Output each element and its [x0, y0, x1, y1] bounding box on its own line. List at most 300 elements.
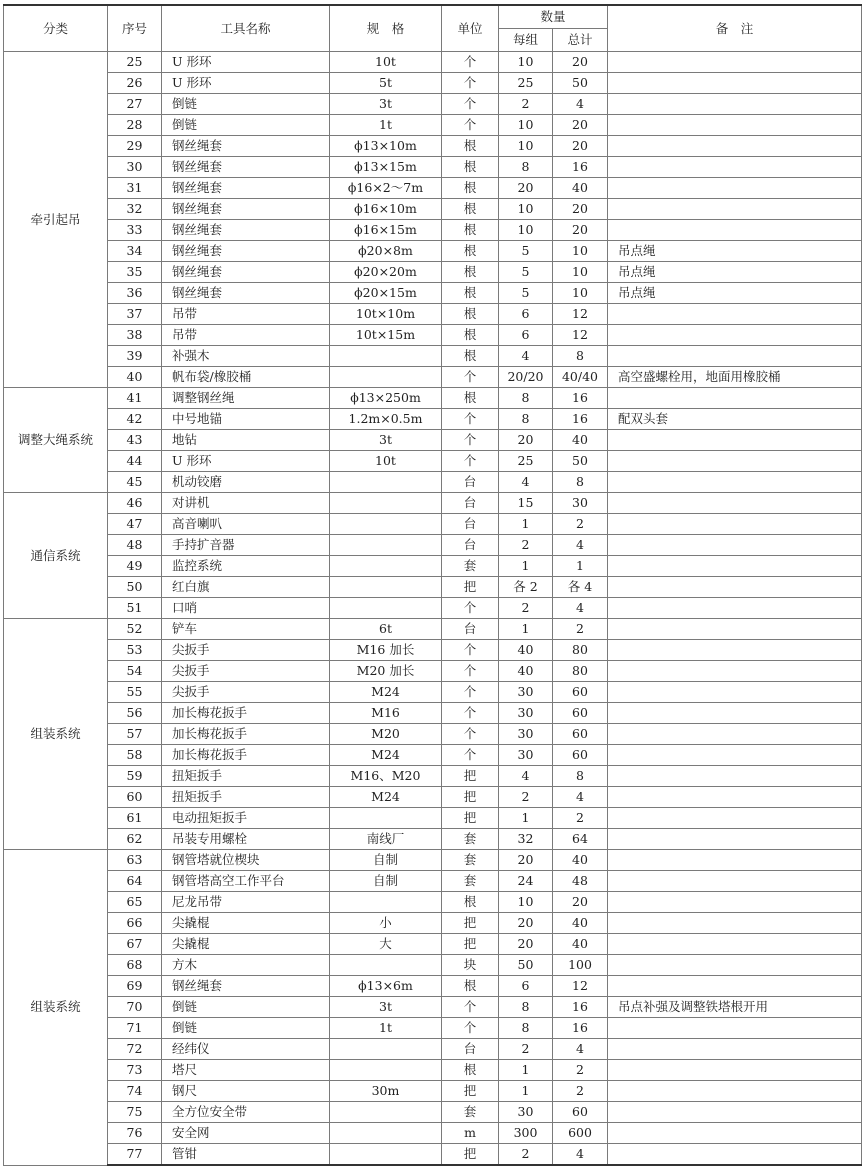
row-per-group: 10	[499, 199, 553, 220]
row-total: 8	[553, 346, 608, 367]
row-no: 59	[108, 766, 162, 787]
row-per-group: 30	[499, 682, 553, 703]
row-name: 对讲机	[162, 493, 330, 514]
row-name: 机动铰磨	[162, 472, 330, 493]
row-remark	[608, 661, 862, 682]
row-unit: 台	[442, 514, 499, 535]
table-row	[4, 1081, 862, 1102]
row-remark: 吊点绳	[608, 283, 862, 304]
row-name: 钢丝绳套	[162, 199, 330, 220]
row-no: 61	[108, 808, 162, 829]
row-no: 32	[108, 199, 162, 220]
row-per-group: 1	[499, 556, 553, 577]
row-unit: 根	[442, 178, 499, 199]
row-name: 倒链	[162, 94, 330, 115]
row-no: 44	[108, 451, 162, 472]
row-remark	[608, 220, 862, 241]
row-remark	[608, 115, 862, 136]
table-row	[4, 955, 862, 976]
row-name: 钢管塔高空工作平台	[162, 871, 330, 892]
table-row	[4, 766, 862, 787]
row-unit: 个	[442, 997, 499, 1018]
table-row	[4, 850, 862, 871]
row-remark	[608, 808, 862, 829]
row-per-group: 25	[499, 73, 553, 94]
row-per-group: 4	[499, 346, 553, 367]
row-no: 46	[108, 493, 162, 514]
row-remark	[608, 850, 862, 871]
row-per-group: 1	[499, 619, 553, 640]
row-remark	[608, 1018, 862, 1039]
category-cell: 通信系统	[4, 493, 108, 619]
row-unit: 根	[442, 136, 499, 157]
row-spec: ϕ13×6m	[330, 976, 442, 997]
row-per-group: 8	[499, 997, 553, 1018]
row-unit: 个	[442, 409, 499, 430]
table-row	[4, 787, 862, 808]
category-cell: 调整大绳系统	[4, 388, 108, 493]
row-no: 57	[108, 724, 162, 745]
row-spec: M24	[330, 682, 442, 703]
table-row	[4, 451, 862, 472]
row-total: 40	[553, 934, 608, 955]
row-total: 16	[553, 388, 608, 409]
row-spec: M20 加长	[330, 661, 442, 682]
row-name: 钢丝绳套	[162, 283, 330, 304]
table-row	[4, 871, 862, 892]
row-unit: 套	[442, 556, 499, 577]
row-spec: ϕ20×20m	[330, 262, 442, 283]
row-per-group: 32	[499, 829, 553, 850]
row-unit: m	[442, 1123, 499, 1144]
row-unit: 套	[442, 850, 499, 871]
row-unit: 个	[442, 1018, 499, 1039]
row-per-group: 30	[499, 1102, 553, 1123]
row-remark	[608, 640, 862, 661]
row-remark	[608, 388, 862, 409]
row-total: 各 4	[553, 577, 608, 598]
row-name: 红白旗	[162, 577, 330, 598]
row-spec: 大	[330, 934, 442, 955]
row-unit: 块	[442, 955, 499, 976]
row-remark	[608, 1039, 862, 1060]
row-spec: M16 加长	[330, 640, 442, 661]
row-no: 63	[108, 850, 162, 871]
row-name: 钢尺	[162, 1081, 330, 1102]
row-total: 60	[553, 1102, 608, 1123]
row-per-group: 300	[499, 1123, 553, 1144]
category-cell: 牵引起吊	[4, 52, 108, 388]
header-per-group: 每组	[499, 29, 553, 52]
row-no: 40	[108, 367, 162, 388]
row-remark	[608, 871, 862, 892]
row-total: 4	[553, 1144, 608, 1166]
table-row	[4, 997, 862, 1018]
table-row	[4, 241, 862, 262]
row-total: 8	[553, 766, 608, 787]
row-per-group: 5	[499, 241, 553, 262]
row-spec: 3t	[330, 94, 442, 115]
row-name: U 形环	[162, 451, 330, 472]
row-per-group: 2	[499, 1144, 553, 1166]
row-per-group: 2	[499, 1039, 553, 1060]
row-per-group: 1	[499, 808, 553, 829]
row-unit: 根	[442, 388, 499, 409]
row-name: 高音喇叭	[162, 514, 330, 535]
row-no: 62	[108, 829, 162, 850]
row-total: 10	[553, 241, 608, 262]
row-remark	[608, 682, 862, 703]
row-no: 55	[108, 682, 162, 703]
row-name: 管钳	[162, 1144, 330, 1166]
row-unit: 个	[442, 703, 499, 724]
row-remark	[608, 178, 862, 199]
row-spec: 30m	[330, 1081, 442, 1102]
row-no: 76	[108, 1123, 162, 1144]
row-total: 2	[553, 619, 608, 640]
row-spec: M16、M20	[330, 766, 442, 787]
row-no: 68	[108, 955, 162, 976]
row-total: 60	[553, 703, 608, 724]
row-total: 4	[553, 535, 608, 556]
row-total: 20	[553, 220, 608, 241]
row-name: 扭矩扳手	[162, 766, 330, 787]
row-name: 监控系统	[162, 556, 330, 577]
row-name: 加长梅花扳手	[162, 745, 330, 766]
table-row	[4, 493, 862, 514]
row-no: 42	[108, 409, 162, 430]
row-per-group: 8	[499, 157, 553, 178]
row-name: 尖撬棍	[162, 934, 330, 955]
row-unit: 根	[442, 976, 499, 997]
row-no: 69	[108, 976, 162, 997]
row-no: 49	[108, 556, 162, 577]
row-spec: M24	[330, 745, 442, 766]
row-unit: 台	[442, 472, 499, 493]
row-name: 钢丝绳套	[162, 220, 330, 241]
row-remark	[608, 325, 862, 346]
row-unit: 把	[442, 913, 499, 934]
table-row	[4, 94, 862, 115]
row-remark	[608, 1102, 862, 1123]
table-row	[4, 73, 862, 94]
table-row	[4, 934, 862, 955]
row-total: 12	[553, 325, 608, 346]
row-remark	[608, 892, 862, 913]
row-total: 50	[553, 451, 608, 472]
table-row	[4, 682, 862, 703]
row-per-group: 15	[499, 493, 553, 514]
row-total: 12	[553, 304, 608, 325]
row-remark: 吊点绳	[608, 241, 862, 262]
row-name: 钢管塔就位楔块	[162, 850, 330, 871]
row-spec	[330, 808, 442, 829]
row-spec: ϕ20×15m	[330, 283, 442, 304]
row-name: U 形环	[162, 52, 330, 73]
table-row	[4, 598, 862, 619]
row-spec: M16	[330, 703, 442, 724]
row-per-group: 2	[499, 535, 553, 556]
table-row	[4, 220, 862, 241]
row-unit: 根	[442, 283, 499, 304]
row-total: 64	[553, 829, 608, 850]
row-name: 帆布袋/橡胶桶	[162, 367, 330, 388]
header-unit: 单位	[442, 5, 499, 52]
row-no: 65	[108, 892, 162, 913]
table-row	[4, 1123, 862, 1144]
row-spec: 小	[330, 913, 442, 934]
row-per-group: 各 2	[499, 577, 553, 598]
header-category: 分类	[4, 5, 108, 52]
row-remark	[608, 766, 862, 787]
row-total: 30	[553, 493, 608, 514]
table-row	[4, 1102, 862, 1123]
row-spec	[330, 1039, 442, 1060]
row-unit: 套	[442, 1102, 499, 1123]
row-spec: 10t×15m	[330, 325, 442, 346]
row-total: 12	[553, 976, 608, 997]
row-name: 钢丝绳套	[162, 178, 330, 199]
row-unit: 根	[442, 262, 499, 283]
header-spec: 规 格	[330, 5, 442, 52]
row-remark	[608, 577, 862, 598]
row-per-group: 10	[499, 115, 553, 136]
row-total: 2	[553, 1081, 608, 1102]
category-cell: 组装系统	[4, 850, 108, 1166]
table-row	[4, 346, 862, 367]
row-total: 40	[553, 178, 608, 199]
row-no: 71	[108, 1018, 162, 1039]
row-name: 尖扳手	[162, 661, 330, 682]
row-per-group: 2	[499, 787, 553, 808]
row-unit: 把	[442, 1081, 499, 1102]
tools-table-container	[3, 4, 862, 1166]
row-spec: 1t	[330, 115, 442, 136]
row-remark	[608, 934, 862, 955]
row-spec	[330, 367, 442, 388]
row-name: 倒链	[162, 115, 330, 136]
table-row	[4, 1060, 862, 1081]
row-spec	[330, 556, 442, 577]
row-total: 20	[553, 199, 608, 220]
header-total: 总计	[553, 29, 608, 52]
row-name: 电动扭矩扳手	[162, 808, 330, 829]
row-total: 40	[553, 850, 608, 871]
row-no: 64	[108, 871, 162, 892]
row-no: 38	[108, 325, 162, 346]
row-remark	[608, 1081, 862, 1102]
row-remark	[608, 619, 862, 640]
row-name: 经纬仪	[162, 1039, 330, 1060]
row-unit: 个	[442, 73, 499, 94]
row-unit: 套	[442, 829, 499, 850]
row-spec	[330, 514, 442, 535]
row-unit: 根	[442, 325, 499, 346]
row-spec: 1.2m×0.5m	[330, 409, 442, 430]
row-no: 45	[108, 472, 162, 493]
row-unit: 把	[442, 1144, 499, 1166]
row-remark	[608, 703, 862, 724]
row-no: 33	[108, 220, 162, 241]
header-remark: 备 注	[608, 5, 862, 52]
row-per-group: 5	[499, 262, 553, 283]
row-no: 66	[108, 913, 162, 934]
row-remark	[608, 136, 862, 157]
row-unit: 根	[442, 199, 499, 220]
row-name: 尖扳手	[162, 640, 330, 661]
row-per-group: 25	[499, 451, 553, 472]
row-no: 47	[108, 514, 162, 535]
row-unit: 把	[442, 766, 499, 787]
table-row	[4, 1018, 862, 1039]
row-name: 加长梅花扳手	[162, 703, 330, 724]
row-unit: 根	[442, 304, 499, 325]
row-no: 34	[108, 241, 162, 262]
row-spec: 自制	[330, 850, 442, 871]
row-name: 钢丝绳套	[162, 976, 330, 997]
table-row	[4, 157, 862, 178]
row-per-group: 30	[499, 745, 553, 766]
row-spec	[330, 1144, 442, 1166]
row-unit: 台	[442, 535, 499, 556]
row-no: 52	[108, 619, 162, 640]
row-no: 35	[108, 262, 162, 283]
table-row	[4, 430, 862, 451]
row-no: 50	[108, 577, 162, 598]
row-total: 4	[553, 787, 608, 808]
row-total: 20	[553, 136, 608, 157]
row-per-group: 20/20	[499, 367, 553, 388]
row-spec: M24	[330, 787, 442, 808]
row-remark	[608, 787, 862, 808]
row-spec: 1t	[330, 1018, 442, 1039]
row-no: 67	[108, 934, 162, 955]
row-per-group: 1	[499, 514, 553, 535]
row-total: 16	[553, 997, 608, 1018]
table-row	[4, 892, 862, 913]
row-remark	[608, 304, 862, 325]
row-spec	[330, 1102, 442, 1123]
row-no: 56	[108, 703, 162, 724]
row-total: 48	[553, 871, 608, 892]
table-row	[4, 199, 862, 220]
row-remark	[608, 472, 862, 493]
row-remark	[608, 199, 862, 220]
row-per-group: 6	[499, 304, 553, 325]
row-no: 27	[108, 94, 162, 115]
table-row	[4, 304, 862, 325]
header-quantity: 数量	[499, 5, 608, 29]
row-remark	[608, 976, 862, 997]
row-name: 扭矩扳手	[162, 787, 330, 808]
table-row	[4, 262, 862, 283]
row-spec	[330, 1123, 442, 1144]
row-remark	[608, 73, 862, 94]
row-name: 补强木	[162, 346, 330, 367]
row-no: 28	[108, 115, 162, 136]
row-no: 54	[108, 661, 162, 682]
row-total: 10	[553, 283, 608, 304]
table-row	[4, 829, 862, 850]
row-per-group: 4	[499, 472, 553, 493]
row-per-group: 10	[499, 220, 553, 241]
row-spec	[330, 493, 442, 514]
row-total: 4	[553, 598, 608, 619]
row-per-group: 40	[499, 661, 553, 682]
row-unit: 个	[442, 115, 499, 136]
row-name: 吊带	[162, 325, 330, 346]
row-name: 全方位安全带	[162, 1102, 330, 1123]
row-per-group: 2	[499, 598, 553, 619]
row-unit: 根	[442, 220, 499, 241]
row-spec: M20	[330, 724, 442, 745]
row-no: 48	[108, 535, 162, 556]
row-per-group: 8	[499, 388, 553, 409]
row-per-group: 20	[499, 430, 553, 451]
row-remark: 高空盛螺栓用，地面用橡胶桶	[608, 367, 862, 388]
table-row	[4, 325, 862, 346]
row-per-group: 1	[499, 1060, 553, 1081]
row-spec	[330, 346, 442, 367]
row-name: 中号地锚	[162, 409, 330, 430]
row-total: 40	[553, 430, 608, 451]
tools-table	[3, 4, 862, 1166]
row-unit: 套	[442, 871, 499, 892]
row-no: 72	[108, 1039, 162, 1060]
row-no: 25	[108, 52, 162, 73]
row-total: 20	[553, 52, 608, 73]
row-total: 20	[553, 892, 608, 913]
table-row	[4, 514, 862, 535]
row-name: 塔尺	[162, 1060, 330, 1081]
row-spec: 3t	[330, 430, 442, 451]
row-name: 倒链	[162, 1018, 330, 1039]
row-unit: 个	[442, 724, 499, 745]
row-total: 16	[553, 1018, 608, 1039]
row-per-group: 30	[499, 724, 553, 745]
row-no: 36	[108, 283, 162, 304]
row-remark	[608, 745, 862, 766]
row-remark	[608, 157, 862, 178]
row-spec: ϕ16×2～7m	[330, 178, 442, 199]
row-total: 8	[553, 472, 608, 493]
row-name: 调整钢丝绳	[162, 388, 330, 409]
row-spec: ϕ13×250m	[330, 388, 442, 409]
row-no: 31	[108, 178, 162, 199]
row-name: 吊装专用螺栓	[162, 829, 330, 850]
row-remark: 吊点绳	[608, 262, 862, 283]
table-row	[4, 619, 862, 640]
row-no: 60	[108, 787, 162, 808]
row-name: 方木	[162, 955, 330, 976]
row-total: 1	[553, 556, 608, 577]
row-name: 口哨	[162, 598, 330, 619]
table-row	[4, 535, 862, 556]
row-name: 钢丝绳套	[162, 136, 330, 157]
row-total: 60	[553, 745, 608, 766]
row-spec: ϕ20×8m	[330, 241, 442, 262]
row-remark: 配双头套	[608, 409, 862, 430]
row-per-group: 8	[499, 409, 553, 430]
row-no: 51	[108, 598, 162, 619]
row-no: 37	[108, 304, 162, 325]
row-total: 4	[553, 1039, 608, 1060]
row-name: U 形环	[162, 73, 330, 94]
row-unit: 个	[442, 640, 499, 661]
row-spec: ϕ16×15m	[330, 220, 442, 241]
row-total: 50	[553, 73, 608, 94]
table-row	[4, 808, 862, 829]
